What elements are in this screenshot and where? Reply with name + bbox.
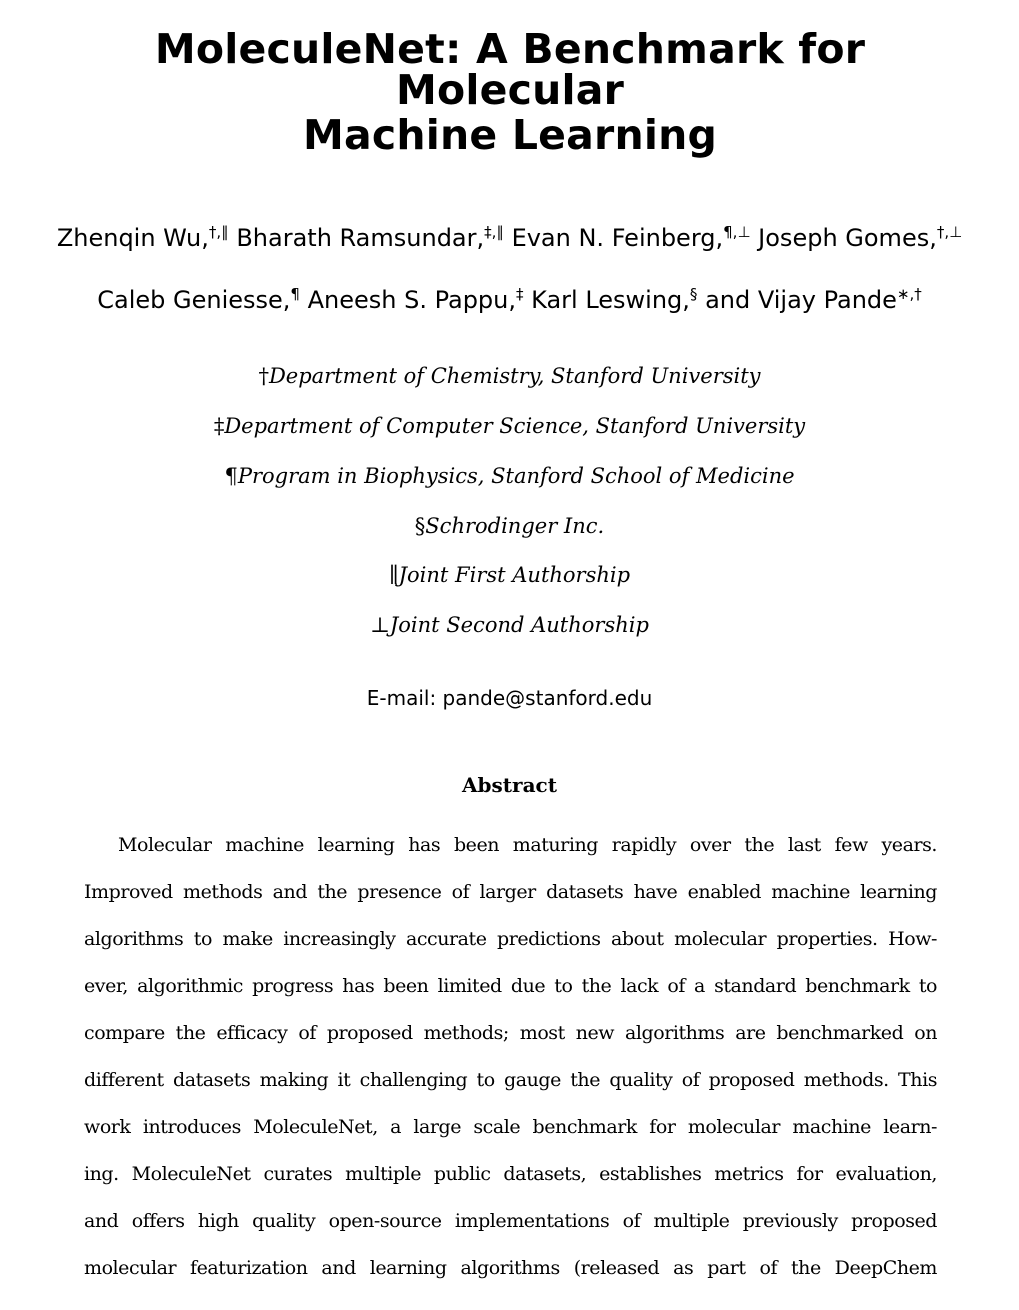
author-name: Caleb Geniesse, — [97, 286, 291, 314]
paper-title-line-2: Machine Learning — [302, 111, 718, 159]
author-name: Aneesh S. Pappu, — [307, 286, 516, 314]
author-affiliation-marks: ‡,∥ — [484, 223, 504, 241]
abstract-text-line: ever, algorithmic progress has been limited due to the lack of a standard benchmark to — [84, 975, 937, 997]
abstract-text-line: Molecular machine learning has been maturing rapidly over the last few years. — [118, 834, 937, 856]
affiliation-mark: † — [258, 364, 269, 388]
author-affiliation-marks: ‡ — [516, 285, 524, 303]
abstract-text-line: Improved methods and the presence of larger datasets have enabled machine learning — [84, 881, 937, 903]
author-name: Joseph Gomes, — [758, 224, 937, 252]
author-list-line-2 — [0, 285, 1019, 314]
abstract-text-line: work introduces MoleculeNet, a large scale benchmark for molecular machine learn- — [84, 1116, 937, 1138]
author-affiliation-marks: ¶,⊥ — [723, 223, 751, 241]
abstract-text-line: molecular featurization and learning algorithms (released as part of the DeepChem — [84, 1257, 937, 1279]
contact-email: E-mail: pande@stanford.edu — [366, 686, 653, 710]
author-affiliation-marks: †,∥ — [208, 223, 229, 241]
abstract-heading: Abstract — [462, 773, 557, 797]
author-affiliation-marks: ∗,† — [896, 285, 922, 303]
author-name: Evan N. Feinberg, — [511, 224, 724, 252]
paper-title-line-1: MoleculeNet: A Benchmark for Molecular — [154, 25, 866, 114]
affiliation — [0, 416, 1019, 437]
affiliation-text: Schrodinger Inc. — [425, 514, 605, 538]
author-name: Zhenqin Wu, — [56, 224, 209, 252]
abstract-text-line: algorithms to make increasingly accurate predictions about molecular properties. How- — [84, 928, 937, 950]
author-affiliation-marks: § — [689, 285, 698, 303]
affiliation — [0, 615, 1019, 636]
affiliation-mark: ‡ — [213, 414, 225, 438]
author-list-line-1 — [0, 223, 1019, 252]
author-affiliation-marks: †,⊥ — [936, 223, 963, 241]
abstract-text-line: ing. MoleculeNet curates multiple public datasets, establishes metrics for evaluation, — [84, 1163, 937, 1185]
affiliation-mark: ¶ — [224, 464, 238, 488]
affiliation-text: Department of Computer Science, Stanford University — [224, 414, 806, 438]
affiliation-text: Department of Chemistry, Stanford University — [268, 364, 761, 388]
affiliation-mark: ⊥ — [370, 613, 390, 637]
author-name: and Vijay Pande — [705, 286, 897, 314]
author-affiliation-marks: ¶ — [290, 285, 300, 303]
affiliation — [0, 516, 1019, 537]
affiliation-mark: § — [414, 514, 426, 538]
abstract-text-line: compare the efficacy of proposed methods; most new algorithms are benchmarked on — [84, 1022, 937, 1044]
abstract-text-line: and offers high quality open-source implementations of multiple previously proposed — [84, 1210, 937, 1232]
affiliation-text: Joint Second Authorship — [389, 613, 649, 637]
affiliation — [0, 366, 1019, 387]
affiliation-text: Joint First Authorship — [398, 563, 631, 587]
affiliation — [0, 466, 1019, 487]
abstract-text-line: different datasets making it challenging to gauge the quality of proposed methods. This — [84, 1069, 937, 1091]
author-name: Bharath Ramsundar, — [236, 224, 485, 252]
affiliation-mark: ∥ — [388, 563, 399, 587]
affiliation — [0, 565, 1019, 586]
affiliation-text: Program in Biophysics, Stanford School of Medicine — [237, 464, 795, 488]
author-name: Karl Leswing, — [531, 286, 690, 314]
